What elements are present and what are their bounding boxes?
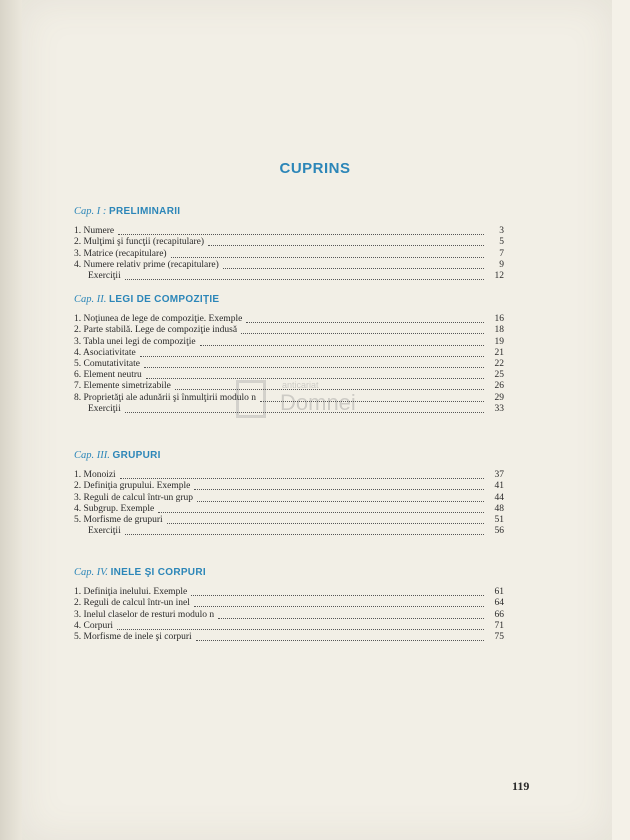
dot-leader <box>194 483 484 490</box>
dot-leader <box>158 506 484 513</box>
toc-entry-text: 3. Reguli de calcul într-un grup <box>74 492 194 503</box>
toc-entry-page: 41 <box>494 481 504 492</box>
toc-entry-page: 71 <box>494 620 504 631</box>
dot-leader <box>196 634 484 641</box>
dot-leader <box>194 600 484 607</box>
toc-entry <box>74 404 504 415</box>
toc-entry-text: 6. Element neutru <box>74 370 142 381</box>
toc-entry <box>74 248 504 259</box>
toc-entry <box>74 492 504 503</box>
toc-entry-page: 25 <box>494 370 504 381</box>
toc-entry-page: 7 <box>499 248 504 259</box>
toc-entry-page: 61 <box>494 587 504 598</box>
dot-leader <box>241 327 484 334</box>
page-title: CUPRINS <box>279 160 351 177</box>
toc-entry <box>74 470 504 481</box>
toc-entry <box>74 226 504 237</box>
chapter-section <box>74 206 504 282</box>
toc-entry <box>74 370 504 381</box>
toc-entry-page: 66 <box>494 609 504 620</box>
toc-entry <box>74 381 504 392</box>
toc-entry-page: 29 <box>494 392 504 403</box>
chapter-section <box>74 450 504 537</box>
toc-entry-page: 22 <box>494 358 504 369</box>
toc-entry-text: Exerciţii <box>88 526 121 537</box>
toc-entry-text: 4. Asociativitate <box>74 347 136 358</box>
toc-entry <box>74 587 504 598</box>
chapter-label: Cap. IV. <box>74 567 108 578</box>
toc-entry-page: 16 <box>494 314 504 325</box>
toc-entry-text: 1. Numere <box>74 226 115 237</box>
dot-leader <box>125 528 484 535</box>
toc-entry-page: 37 <box>494 470 504 481</box>
toc-entry <box>74 336 504 347</box>
toc-entry-text: 2. Definiţia grupului. Exemple <box>74 481 191 492</box>
toc-entry-page: 44 <box>494 492 504 503</box>
dot-leader <box>260 395 484 402</box>
chapter-title: LEGI DE COMPOZIŢIE <box>109 294 220 305</box>
book-page <box>22 0 612 840</box>
toc-entry-page: 18 <box>494 325 504 336</box>
dot-leader <box>175 383 484 390</box>
dot-leader <box>144 361 484 368</box>
dot-leader <box>146 372 484 379</box>
toc-entry-text: 1. Noţiunea de lege de compoziţie. Exemple <box>74 314 243 325</box>
toc-entry-page: 26 <box>494 381 504 392</box>
dot-leader <box>200 339 484 346</box>
toc-entry <box>74 632 504 643</box>
toc-entry-text: 1. Definiţia inelului. Exemple <box>74 587 188 598</box>
page-number: 119 <box>512 779 530 793</box>
toc-entry-text: 5. Morfisme de inele şi corpuri <box>74 631 192 642</box>
toc-entry <box>74 359 504 370</box>
toc-entry <box>74 271 504 282</box>
dot-leader <box>125 273 484 280</box>
toc-entry-text: 2. Reguli de calcul într-un inel <box>74 598 190 609</box>
chapter-heading <box>74 567 504 581</box>
toc-entry-text: 8. Proprietăţi ale adunării şi înmulţirii modulo n <box>74 392 257 403</box>
chapter-label: Cap. II. <box>74 294 107 305</box>
toc-entry-text: 3. Inelul claselor de resturi modulo n <box>74 609 215 620</box>
toc-entry <box>74 237 504 248</box>
dot-leader <box>125 406 484 413</box>
dot-leader <box>171 251 484 258</box>
toc-entry-text: Exerciţii <box>88 403 121 414</box>
book-spine-shadow <box>0 0 22 840</box>
chapter-label: Cap. I : <box>74 206 107 217</box>
chapter-title: PRELIMINARII <box>109 206 181 217</box>
dot-leader <box>218 612 484 619</box>
dot-leader <box>223 262 484 269</box>
toc-entry <box>74 392 504 403</box>
toc-entry-page: 56 <box>494 526 504 537</box>
toc-entries <box>74 587 504 643</box>
toc-entry-page: 75 <box>494 631 504 642</box>
toc-entry-text: 4. Numere relativ prime (recapitulare) <box>74 259 219 270</box>
toc-entry-page: 9 <box>499 259 504 270</box>
toc-entries <box>74 226 504 282</box>
toc-entry-text: 3. Matrice (recapitulare) <box>74 248 167 259</box>
toc-entry-page: 33 <box>494 403 504 414</box>
toc-entry-text: 5. Morfisme de grupuri <box>74 514 163 525</box>
dot-leader <box>140 350 484 357</box>
chapter-label: Cap. III. <box>74 450 110 461</box>
toc-entry <box>74 504 504 515</box>
chapter-heading <box>74 294 504 308</box>
toc-entry <box>74 260 504 271</box>
toc-entry <box>74 621 504 632</box>
watermark-small-text: anticariat <box>282 380 319 390</box>
toc-entry-page: 48 <box>494 503 504 514</box>
dot-leader <box>167 517 484 524</box>
toc-entry-text: 2. Mulţimi şi funcţii (recapitulare) <box>74 237 205 248</box>
chapter-section <box>74 567 504 643</box>
toc-entry-text: 4. Corpuri <box>74 620 114 631</box>
chapter-title: INELE ŞI CORPURI <box>110 567 206 578</box>
chapter-heading <box>74 450 504 464</box>
toc-entry-text: 7. Elemente simetrizabile <box>74 381 171 392</box>
dot-leader <box>120 472 484 479</box>
chapter-section <box>74 294 504 415</box>
toc-entry <box>74 348 504 359</box>
dot-leader <box>118 228 484 235</box>
toc-entry <box>74 609 504 620</box>
toc-entries <box>74 470 504 537</box>
toc-entry <box>74 515 504 526</box>
toc-entry-page: 64 <box>494 598 504 609</box>
dot-leader <box>208 239 484 246</box>
toc-entry-text: 2. Parte stabilă. Lege de compoziţie indusă <box>74 325 238 336</box>
dot-leader <box>191 589 484 596</box>
toc-entry-text: 4. Subgrup. Exemple <box>74 503 155 514</box>
toc-entry-page: 21 <box>494 347 504 358</box>
toc-entries <box>74 314 504 415</box>
chapter-title: GRUPURI <box>112 450 161 461</box>
chapter-heading <box>74 206 504 220</box>
toc-entry-text: Exerciţii <box>88 270 121 281</box>
toc-entry-page: 3 <box>499 226 504 237</box>
dot-leader <box>246 316 484 323</box>
watermark-large-text: Domnei <box>280 390 356 415</box>
toc-entry-page: 12 <box>494 270 504 281</box>
toc-entry <box>74 325 504 336</box>
dot-leader <box>117 623 484 630</box>
toc-entry <box>74 598 504 609</box>
toc-entry <box>74 481 504 492</box>
dot-leader <box>197 495 484 502</box>
toc-entry <box>74 314 504 325</box>
toc-entry-text: 1. Monoizi <box>74 470 116 481</box>
toc-entry-page: 51 <box>494 514 504 525</box>
toc-entry-text: 3. Tabla unei legi de compoziţie <box>74 336 196 347</box>
toc-entry-text: 5. Comutativitate <box>74 358 140 369</box>
toc-entry-page: 19 <box>494 336 504 347</box>
toc-entry <box>74 526 504 537</box>
toc-entry-page: 5 <box>499 237 504 248</box>
